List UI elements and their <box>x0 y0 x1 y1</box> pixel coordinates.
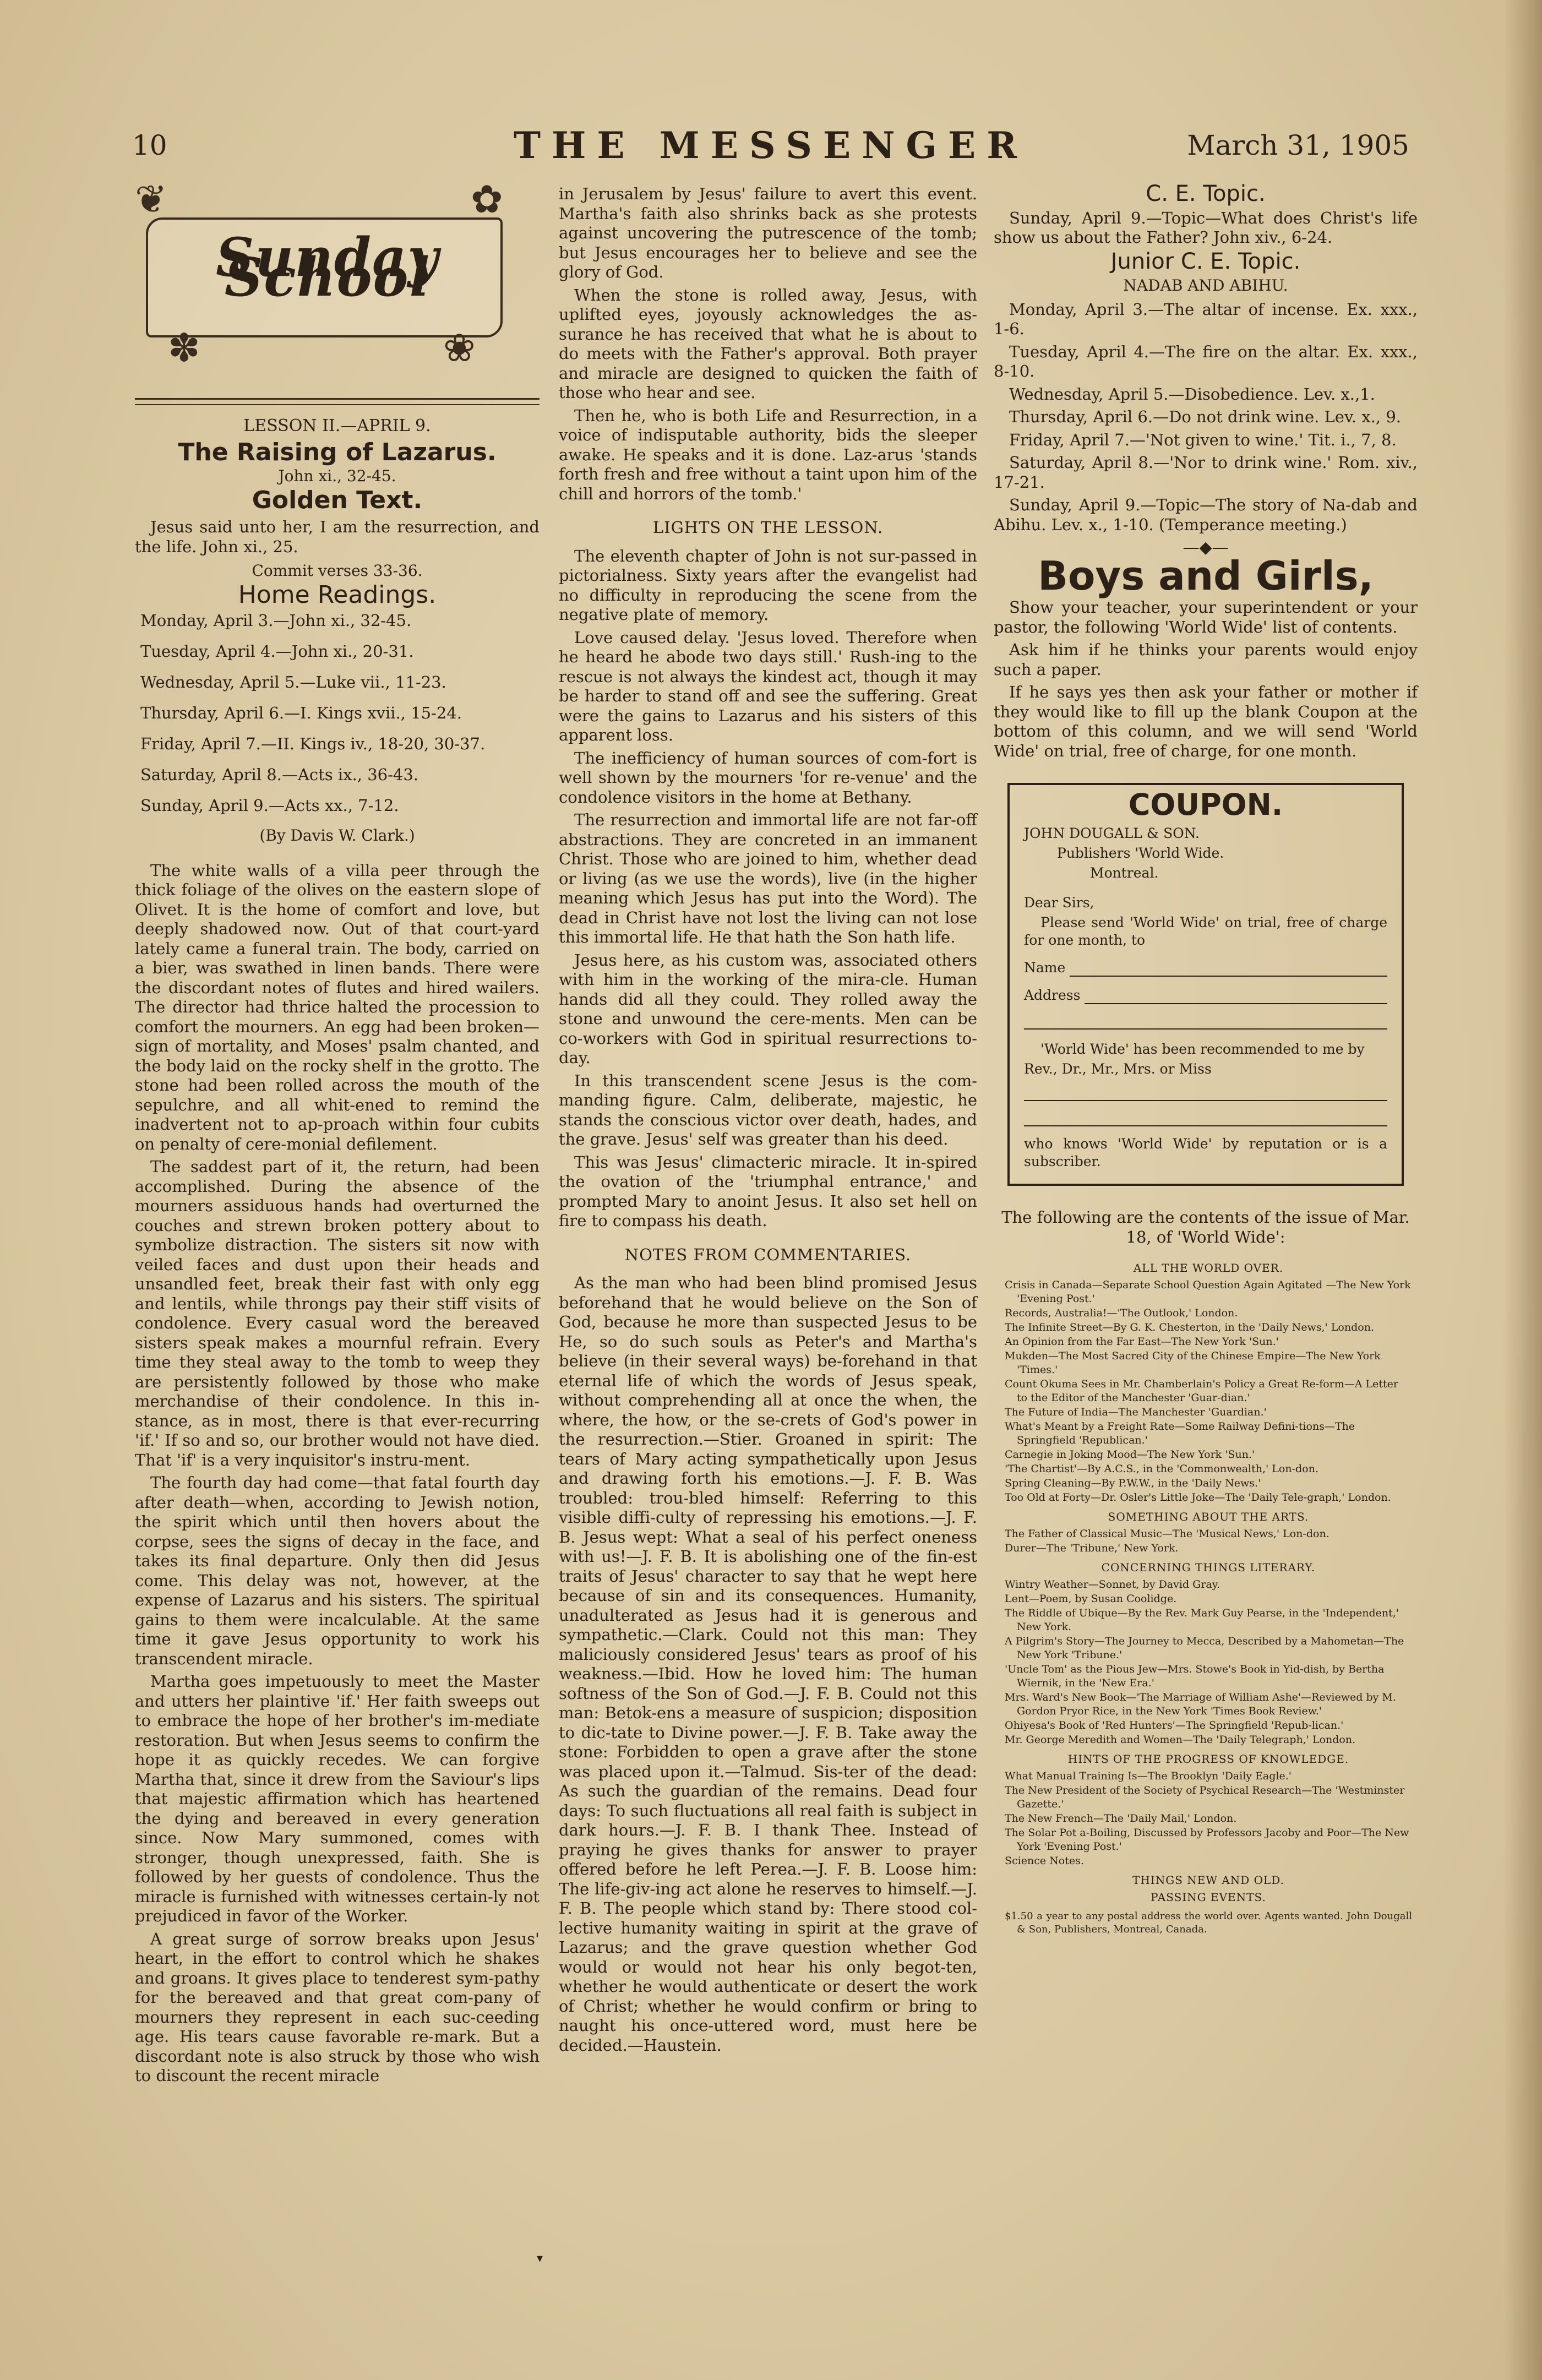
contents-item: The Father of Classical Music—The 'Musical News,' Lon-don. <box>1005 1528 1330 1540</box>
contents-item: Records, Australia!—'The Outlook,' London. <box>1005 1307 1238 1319</box>
contents-item: Too Old at Forty—Dr. Osler's Little Joke—The 'Daily Tele-graph,' London. <box>1005 1491 1391 1504</box>
body-paragraph: The eleventh chapter of John is not sur-passed in pictorialness. Sixty years after the evangelist had no difficulty in reproducing the scene from the negative plate of memory. <box>559 546 977 624</box>
coupon-publishers: Publishers 'World Wide. <box>1057 845 1224 861</box>
contents-section-heading: HINTS OF THE PROGRESS OF KNOWLEDGE. <box>1067 1752 1349 1766</box>
coupon-rev-label: Rev., Dr., Mr., Mrs. or Miss <box>1024 1061 1212 1077</box>
column-lesson-continued <box>559 184 977 2058</box>
column-topics-coupon <box>994 181 1418 1936</box>
lesson-title: The Raising of Lazarus. <box>178 438 497 466</box>
body-paragraph: The white walls of a villa peer through the thick foliage of the olives on the eastern slope of Olivet. It is the home of comfort and love, but deeply shadowed now. Out of that court-yard lately came a funeral train. The body, carried on a bier, was swathed in linen bands. There were the discordant notes of flutes and hired wailers. The director had thrice halted the procession to comfort the mourners. An egg had been broken—sign of mortality, and Moses' psalm chanted, and the body laid on the rocky shelf in the grotto. The stone had been rolled across the mouth of the sepulchre, and all whit-ened to remind the inadvertent not to ap-proach within four cubits on penalty of cere-monial defilement. <box>135 860 540 1153</box>
coupon-request: Please send 'World Wide' on trial, free of charge for one month, to <box>1024 914 1387 948</box>
body-paragraph: Martha goes impetuously to meet the Master and utters her plaintive 'if.' Her faith sweeps out to embrace the hope of her brother's im-mediate restoration. But when Jesus seems to confirm the hope it as quickly recedes. We can forgive Martha that, since it drew from the Saviour's lips that majestic affirmation which has heartened the dying and bereaved in every generation since. Now Mary summoned, comes with stronger, though unexpressed, faith. She is followed by her guests of condolence. Thus the miracle is furnished with witnesses certain-ly not prejudiced in favor of the Worker. <box>135 1672 540 1925</box>
contents-item: 'The Chartist'—By A.C.S., in the 'Commonwealth,' Lon-don. <box>1005 1463 1318 1475</box>
contents-item: Mukden—The Most Sacred City of the Chinese Empire—The New York 'Times.' <box>1005 1350 1381 1376</box>
contents-item: Mrs. Ward's New Book—'The Marriage of William Ashe'—Reviewed by M. Gordon Pryor Rice, in the New York 'Times Book Review.' <box>1005 1691 1396 1717</box>
contents-item: What Manual Training Is—The Brooklyn 'Daily Eagle.' <box>1005 1770 1292 1782</box>
body-paragraph: When the stone is rolled away, Jesus, with uplifted eyes, joyously acknowledges the as-surance he has received that what he is about to do meets with the Father's approval. Both prayer and miracle are designed to quicken the faith of those who hear and see. <box>559 285 977 402</box>
junior-item: Saturday, April 8.—'Nor to drink wine.' Rom. xiv., 17-21. <box>994 453 1418 492</box>
leaf-ornament-icon: ✿ <box>471 177 503 222</box>
body-paragraph: If he says yes then ask your father or mother if they would like to fill up the blank Coupon at the bottom of this column, and we will send 'World Wide' on trial, free of charge, for one month. <box>994 683 1418 760</box>
junior-item: Wednesday, April 5.—Disobedience. Lev. x.,1. <box>1009 384 1375 404</box>
contents-item: The New French—The 'Daily Mail,' London. <box>1005 1812 1237 1825</box>
body-paragraph: The resurrection and immortal life are not far-off abstractions. They are concreted in an immanent Christ. Those who are joined to him, whether dead or living (as we use the words), live (in the higher meaning which Jesus has put into the Word). The dead in Christ have not lost the living can not lose this immortal life. He that hath the Son hath life. <box>559 810 977 946</box>
name-label: Name <box>1024 960 1066 976</box>
reading-item: Saturday, April 8.—Acts ix., 36-43. <box>140 765 419 784</box>
page-edge-shading <box>1503 0 1542 2380</box>
junior-ce-subject: NADAB AND ABIHU. <box>1123 276 1288 295</box>
byline: (By Davis W. Clark.) <box>259 826 415 845</box>
junior-item: Friday, April 7.—'Not given to wine.' Tit. i., 7, 8. <box>1009 430 1397 449</box>
contents-item: The Future of India—The Manchester 'Guardian.' <box>1005 1406 1267 1418</box>
contents-item: Wintry Weather—Sonnet, by David Gray. <box>1005 1578 1220 1591</box>
contents-item: Mr. George Meredith and Women—The 'Daily Telegraph,' London. <box>1005 1734 1356 1746</box>
golden-text: Jesus said unto her, I am the resurrection, and the life. John xi., 25. <box>135 518 540 556</box>
body-paragraph: Jesus here, as his custom was, associated others with him in the working of the mira-cle. Human hands did all they could. They rolled away the stone and unwound the cere-ments. Men can be co-workers with God in spiritual resurrections to-day. <box>559 950 977 1067</box>
contents-section-heading: CONCERNING THINGS LITERARY. <box>1101 1561 1316 1574</box>
reading-item: Wednesday, April 5.—Luke vii., 11-23. <box>140 673 446 691</box>
recommender-line-2[interactable] <box>1024 1107 1387 1126</box>
body-paragraph: The fourth day had come—that fatal fourth day after death—when, according to Jewish notion, the spirit which until then hovers about the corpse, sees the signs of decay in the face, and takes its final departure. Only then did Jesus come. This delay was not, however, at the expense of Lazarus and his sisters. The spiritual gains to them were incalculable. At the same time it gave Jesus opportunity to work his transcendent miracle. <box>135 1473 540 1668</box>
divider-rule <box>135 404 540 405</box>
contents-section-heading: THINGS NEW AND OLD. <box>1132 1873 1284 1887</box>
contents-section-heading: ALL THE WORLD OVER. <box>1133 1261 1284 1275</box>
reading-item: Thursday, April 6.—I. Kings xvii., 15-24. <box>140 704 462 722</box>
contents-section-heading: SOMETHING ABOUT THE ARTS. <box>1108 1510 1309 1523</box>
column-sunday-school <box>135 177 540 2089</box>
ornament-divider: —◆— <box>1183 538 1229 557</box>
body-paragraph: The inefficiency of human sources of com-fort is well shown by the mourners 'for re-venue' and the condolence visitors in the home at Bethany. <box>559 748 977 807</box>
contents-item: Lent—Poem, by Susan Coolidge. <box>1005 1593 1177 1605</box>
junior-item: Tuesday, April 4.—The fire on the altar. Ex. xxx., 8-10. <box>994 342 1418 380</box>
contents-item: Carnegie in Joking Mood—The New York 'Sun.' <box>1005 1448 1255 1461</box>
flower-ornament-icon: ✽ <box>168 325 200 371</box>
address-label: Address <box>1024 987 1081 1003</box>
junior-item: Thursday, April 6.—Do not drink wine. Lev. x., 9. <box>1009 407 1402 426</box>
contents-item: The Riddle of Ubique—By the Rev. Mark Guy Pearse, in the 'Independent,' New York. <box>1005 1607 1399 1633</box>
issue-date: March 31, 1905 <box>1187 129 1409 161</box>
commit-verses: Commit verses 33-36. <box>252 562 423 580</box>
address-field[interactable] <box>1024 987 1387 1004</box>
contents-intro: The following are the contents of the issue of Mar. 18, of 'World Wide': <box>1001 1208 1410 1246</box>
name-field[interactable] <box>1024 959 1387 977</box>
body-paragraph: Show your teacher, your superintendent or your pastor, the following 'World Wide' list of contents. <box>994 598 1418 636</box>
body-paragraph: Then he, who is both Life and Resurrection, in a voice of indisputable authority, bids the sleeper awake. He speaks and it is done. Laz-arus 'stands forth fresh and free without a taint upon him of the chill and horrors of the tomb.' <box>559 406 977 503</box>
contents-list <box>994 1261 1418 1936</box>
contents-item: Count Okuma Sees in Mr. Chamberlain's Policy a Great Re-form—A Letter to the Editor of the Manchester 'Guar-dian.' <box>1005 1378 1399 1404</box>
contents-item: 'Uncle Tom' as the Pious Jew—Mrs. Stowe's Book in Yid-dish, by Bertha Wiernik, in the 'New Era.' <box>1005 1663 1385 1689</box>
contents-item: Spring Cleaning—By P.W.W., in the 'Daily News.' <box>1005 1477 1261 1489</box>
contents-item: An Opinion from the Far East—The New York 'Sun.' <box>1005 1336 1279 1348</box>
name-line[interactable] <box>1070 959 1387 977</box>
logo-lettering: Sunday School <box>215 226 440 308</box>
home-readings-list <box>135 608 540 818</box>
reading-item: Tuesday, April 4.—John xi., 20-31. <box>140 642 414 661</box>
body-paragraph: As the man who had been blind promised Jesus beforehand that he would believe on the Son of God, because he more than suspected Jesus to be He, so do such souls as Peter's and Martha's believe (in their several ways) be-forehand in that eternal life of which the words of Jesus speak, without comprehending all at once the when, the where, the how, or the se-crets of God's power in the resurrection.—Stier. Groaned in spirit: The tears of Mary acting sympathetically upon Jesus and drawing forth his emotions.—J. F. B. Was troubled: trou-bled himself: Referring to this visible diffi-culty of repressing his emotions.—J. F. B. Jesus wept: What a seal of his perfect oneness with us!—J. F. B. It is abolishing one of the fin-est traits of Jesus' character to say that he wept here because of sin and its consequences. Humanity, unadulterated as Jesus had it is generous and sympathetic.—Clark. Could not this man: They maliciously considered Jesus' tears as proof of his weakness.—Ibid. How he loved him: The human softness of the Son of God.—J. F. B. Could not this man: Betok-ens a measure of suspicion; disposition to dic-tate to Divine power.—J. F. B. Take away the stone: Forbidden to open a grave after the stone was placed upon it.—Talmud. Sis-ter of the dead: As such the guardian of the remains. Dead four days: To such fluctuations all real faith is subject in dark hours.—J. F. B. I thank Thee. Instead of praying he gives thanks for answer to prayer offered before he left Perea.—J. F. B. Loose him: The life-giv-ing act alone he reserves to himself.—J. F. B. The people which stand by: There stood col-lective humanity waiting in spirit at the grave of Lazarus; and the grave question whether God would or would not hear his only begot-ten, whether he would authenticate or desert the work of Christ; whether he would confirm or bring to naught his once-uttered word, must here be decided.—Haustein. <box>559 1273 977 2055</box>
contents-item: A Pilgrim's Story—The Journey to Mecca, Described by a Mahometan—The New York 'Tribune.' <box>1005 1635 1404 1661</box>
coupon-salutation: Dear Sirs, <box>1024 895 1094 911</box>
reading-item: Sunday, April 9.—Acts xx., 7-12. <box>140 796 399 815</box>
subscription-footer: $1.50 a year to any postal address the world over. Agents wanted. John Dougall & Son, Publishers, Montreal, Canada. <box>1005 1910 1412 1935</box>
contents-item: The New President of the Society of Psychical Research—The 'Westminster Gazette.' <box>1005 1784 1405 1810</box>
contents-item: The Solar Pot a-Boiling, Discussed by Professors Jacoby and Poor—The New York 'Evening Post.' <box>1005 1827 1409 1853</box>
body-paragraph: A great surge of sorrow breaks upon Jesus' heart, in the effort to control which he shakes and groans. It gives place to tenderest sym-pathy for the bereaved and that great com-pany of mourners they represent in each suc-ceeding age. His tears cause favorable re-mark. But a discordant note is also struck by those who wish to discount the recent miracle <box>135 1929 540 2085</box>
contents-item: What's Meant by a Freight Rate—Some Railway Defini-tions—The Springfield 'Republican.' <box>1005 1420 1355 1446</box>
contents-item: Ohiyesa's Book of 'Red Hunters'—The Springfield 'Repub-lican.' <box>1005 1719 1344 1731</box>
flower-ornament-icon: ❀ <box>443 325 476 371</box>
coupon-title: COUPON. <box>1128 787 1283 822</box>
contents-item: Science Notes. <box>1005 1855 1084 1867</box>
boys-girls-heading: Boys and Girls, <box>1038 552 1374 599</box>
coupon-form <box>1007 783 1404 1186</box>
recommender-line[interactable] <box>1024 1081 1387 1101</box>
address-line[interactable] <box>1085 987 1387 1004</box>
coupon-knows: who knows 'World Wide' by reputation or is a subscriber. <box>1024 1136 1387 1169</box>
coupon-city: Montreal. <box>1090 865 1159 881</box>
reading-item: Friday, April 7.—II. Kings iv., 18-20, 30-37. <box>140 734 486 753</box>
notes-heading: NOTES FROM COMMENTARIES. <box>624 1245 912 1264</box>
paper-name: THE MESSENGER <box>513 124 1028 167</box>
contents-section-heading: PASSING EVENTS. <box>1151 1891 1266 1904</box>
junior-ce-heading: Junior C. E. Topic. <box>1110 248 1301 274</box>
body-paragraph: Ask him if he thinks your parents would enjoy such a paper. <box>994 640 1418 679</box>
body-paragraph: In this transcendent scene Jesus is the com-manding figure. Calm, deliberate, majestic, he stands the conscious victor over death, hades, and the grave. Jesus' self was greater than his deed. <box>559 1071 977 1148</box>
body-paragraph: Love caused delay. 'Jesus loved. Therefore when he heard he abode two days still.' Rush-ing to the rescue is not always the kindest act, though it may be harder to stand off and see the suffering. Great were the gains to Lazarus and his sisters of this apparent loss. <box>559 628 977 744</box>
contents-item: The Infinite Street—By G. K. Chesterton, in the 'Daily News,' London. <box>1005 1321 1374 1333</box>
body-paragraph: in Jerusalem by Jesus' failure to avert this event. Martha's faith also shrinks back as she protests against uncovering the putrescence of the tomb; but Jesus encourages her to believe and see the glory of God. <box>559 184 977 281</box>
junior-item: Monday, April 3.—The altar of incense. Ex. xxx., 1-6. <box>994 299 1418 338</box>
contents-item: Durer—The 'Tribune,' New York. <box>1005 1542 1179 1554</box>
golden-text-heading: Golden Text. <box>252 486 423 514</box>
junior-item: Sunday, April 9.—Topic—The story of Na-dab and Abihu. Lev. x., 1-10. (Temperance meeting.) <box>994 495 1418 534</box>
contents-item: Crisis in Canada—Separate School Question Again Agitated —The New York 'Evening Post.' <box>1005 1279 1411 1305</box>
page-number: 10 <box>132 129 167 161</box>
ce-topic-heading: C. E. Topic. <box>1146 181 1266 206</box>
body-paragraph: The saddest part of it, the return, had been accomplished. During the absence of the mourners assiduous hands had overturned the couches and strewn broken pottery about to symbolize distraction. The sisters sit now with veiled faces and dust upon their heads and unsandled feet, break their fast with only egg and lentils, while throngs pay their stiff visits of condolence. Every casual word the bereaved sisters speak makes a mournful refrain. Every time they steal away to the tomb to weep they are persistently followed by those who make merchandise of their condolence. In this in-stance, as in most, there is that ever-recurring 'if.' If so and so, our brother would not have died. That 'if' is a very inquisitor's instru-ment. <box>135 1157 540 1469</box>
lights-heading: LIGHTS ON THE LESSON. <box>652 518 884 537</box>
ce-topic-text: Sunday, April 9.—Topic—What does Christ's life show us about the Father? John xiv., 6-24. <box>994 208 1418 247</box>
coupon-firm: JOHN DOUGALL & SON. <box>1024 825 1200 841</box>
divider-rule <box>135 398 540 400</box>
bullet-mark-icon: ▾ <box>537 2252 543 2265</box>
lesson-number: LESSON II.—APRIL 9. <box>243 416 431 435</box>
body-paragraph: This was Jesus' climacteric miracle. It in-spired the ovation of the 'triumphal entrance,' and prompted Mary to anoint Jesus. It also set hell on fire to compass his death. <box>559 1152 977 1230</box>
address-line-2[interactable] <box>1024 1010 1387 1030</box>
lily-ornament-icon: ❦ <box>135 177 167 222</box>
coupon-recommended: 'World Wide' has been recommended to me by <box>1040 1041 1365 1057</box>
reading-item: Monday, April 3.—John xi., 32-45. <box>140 611 412 630</box>
lesson-reference: John xi., 32-45. <box>278 467 396 485</box>
sunday-school-logo <box>135 177 540 394</box>
home-readings-heading: Home Readings. <box>238 580 437 609</box>
masthead <box>132 124 1409 173</box>
